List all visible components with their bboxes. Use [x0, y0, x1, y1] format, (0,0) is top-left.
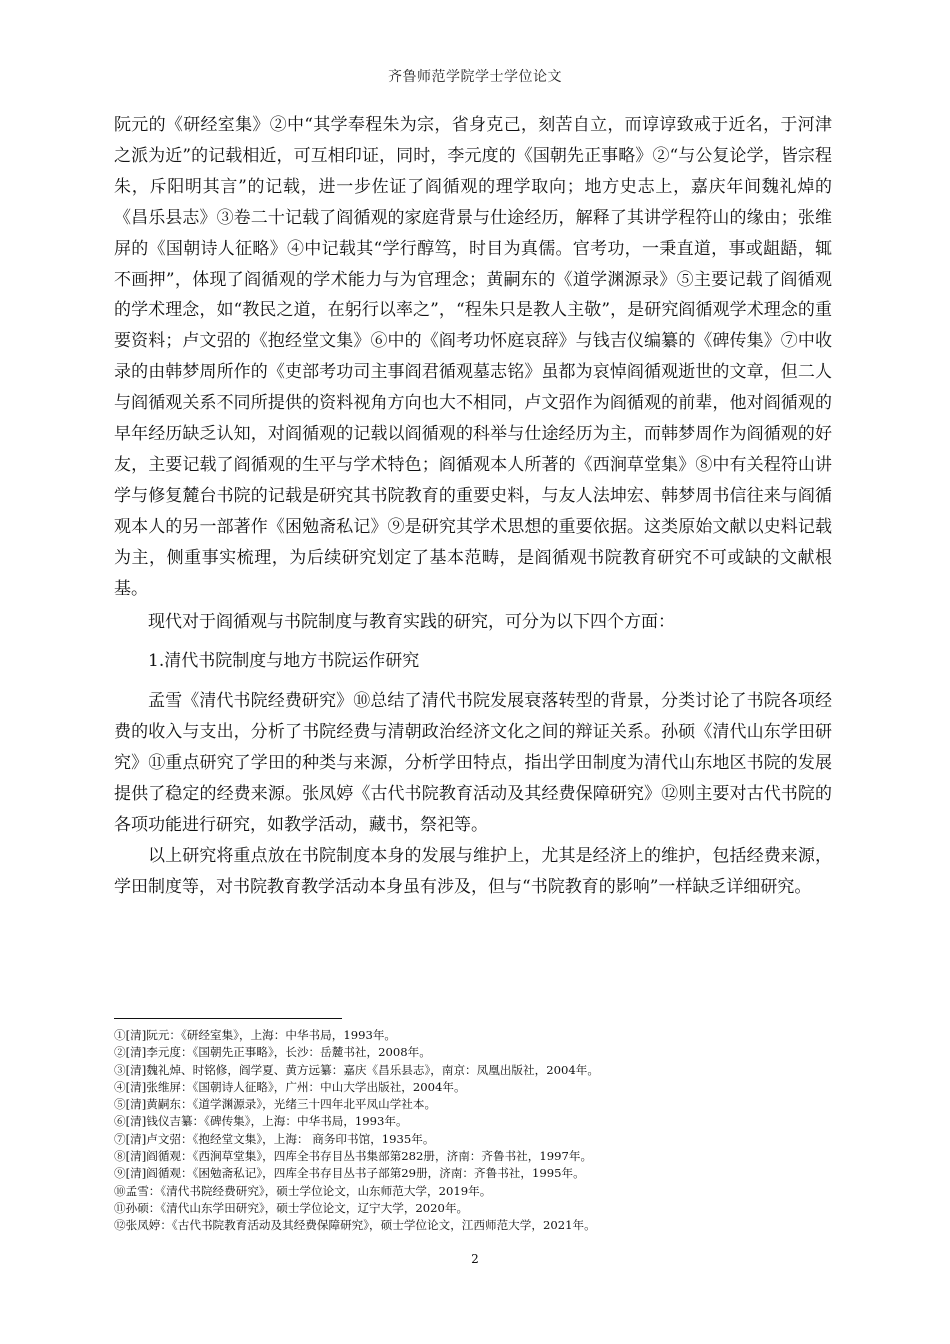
footnote: ④[清]张维屏：《国朝诗人征略》，广州：中山大学出版社，2004年。	[114, 1079, 466, 1094]
paragraph-primary-sources: 阮元的《研经室集》②中“其学奉程朱为宗，省身克己，刻苦自立，而谆谆致戒于近名，于河津之派为近”的记载相近，可互相印证，同时，李元度的《国朝先正事略》②“与公复论学，皆宗程朱，斥阳明其言”的记载，进一步佐证了阎循观的理学取向；地方史志上，嘉庆年间魏礼焯的《昌乐县志》③卷二十记载了阎循观的家庭背景与仕途经历，解释了其讲学程符山的缘由；张维屏的《国朝诗人征略》④中记载其“学行醇笃，时目为真儒。官考功，一秉直道，事或龃龉，辄不画押”，体现了阎循观的学术能力与为官理念；黄嗣东的《道学渊源录》⑤主要记载了阎循观的学术理念，如“教民之道，在躬行以率之”，“程朱只是教人主敬”，是研究阎循观学术理念的重要资料；卢文弨的《抱经堂文集》⑥中的《阎考功怀庭哀辞》与钱吉仪编纂的《碑传集》⑦中收录的由韩梦周所作的《吏部考功司主事阎君循观墓志铭》虽都为哀悼阎循观逝世的文章，但二人与阎循观关系不同所提供的资料视角方向也大不相同，卢文弨作为阎循观的前辈，他对阎循观的早年经历缺乏认知，对阎循观的记载以阎循观的科举与仕途经历为主，而韩梦周作为阎循观的好友，主要记载了阎循观的生平与学术特色；阎循观本人所著的《西涧草堂集》⑧中有关程符山讲学与修复麓台书院的记载是研究其书院教育的重要史料，与友人法坤宏、韩梦周书信往来与阎循观本人的另一部著作《困勉斋私记》⑨是研究其学术思想的重要依据。这类原始文献以史料记载为主，侧重事实梳理，为后续研究划定了基本范畴，是阎循观书院教育研究不可或缺的文献根基。	[114, 115, 832, 599]
footnote: ⑤[清]黄嗣东：《道学渊源录》，光绪三十四年北平凤山学社本。	[114, 1097, 437, 1112]
footnote: ⑨[清]阎循观：《困勉斋私记》，四库全书存目丛书子部第29册，济南：齐鲁书社，1995年。	[114, 1166, 585, 1181]
footnote: ⑩孟雪：《清代书院经费研究》，硕士学位论文，山东师范大学，2019年。	[114, 1183, 492, 1198]
footnote: ⑦[清]卢文弨：《抱经堂文集》，上海： 商务印书馆，1935年。	[114, 1131, 435, 1146]
footnote: ③[清]魏礼焯、时铭修，阎学夏、黄方远纂：嘉庆《昌乐县志》，南京：凤凰出版社，2004年。	[114, 1062, 599, 1077]
paragraph-summary: 以上研究将重点放在书院制度本身的发展与维护上，尤其是经济上的维护，包括经费来源，学田制度等，对书院教育教学活动本身虽有涉及，但与“书院教育的影响”一样缺乏详细研究。	[114, 845, 832, 897]
footnote: ⑧[清]阎循观：《西涧草堂集》，四库全书存目丛书集部第282册，济南：齐鲁书社，1997年。	[114, 1149, 593, 1164]
footnote: ①[清]阮元：《研经室集》，上海：中华书局，1993年。	[114, 1028, 397, 1042]
page-header: 齐鲁师范学院学士学位论文	[388, 69, 562, 85]
footnote: ⑥[清]钱仪吉纂：《碑传集》，上海：中华书局，1993年。	[114, 1114, 408, 1129]
paragraph-literature-review: 孟雪《清代书院经费研究》⑩总结了清代书院发展衰落转型的背景，分类讨论了书院各项经费的收入与支出，分析了书院经费与清朝政治经济文化之间的辩证关系。孙硕《清代山东学田研究》⑪重点研究了学田的种类与来源，分析学田特点，指出学田制度为清代山东地区书院的发展提供了稳定的经费来源。张凤婷《古代书院教育活动及其经费保障研究》⑫则主要对古代书院的各项功能进行研究，如教学活动，藏书，祭祀等。	[114, 691, 832, 835]
page-number: 2	[471, 1252, 479, 1266]
footnotes	[114, 1027, 834, 1235]
footnote: ⑫张凤婷：《古代书院教育活动及其经费保障研究》，硕士学位论文，江西师范大学，2021年。	[114, 1218, 596, 1233]
footnote: ②[清]李元度：《国朝先正事略》，长沙：岳麓书社，2008年。	[114, 1045, 431, 1060]
footnote: ⑪孙硕：《清代山东学田研究》，硕士学位论文，辽宁大学，2020年。	[114, 1200, 469, 1215]
body-text	[114, 110, 832, 903]
section-heading-1: 1.清代书院制度与地方书院运作研究	[148, 651, 420, 672]
footnote-divider	[114, 1018, 342, 1019]
paragraph-modern-research-intro: 现代对于阎循观与书院制度与教育实践的研究，可分为以下四个方面：	[148, 611, 675, 632]
